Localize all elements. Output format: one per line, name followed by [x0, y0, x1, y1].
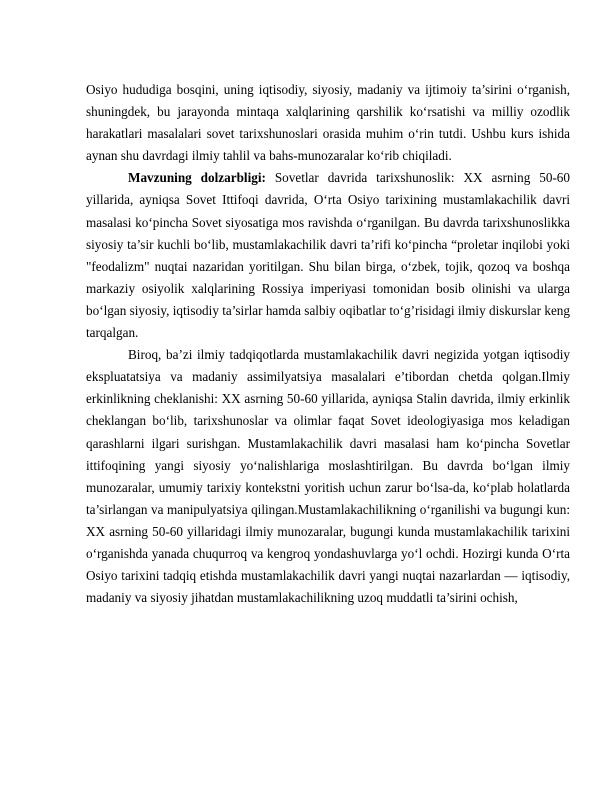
paragraph-2-lead: Mavzuning dolzarbligi: [128, 170, 266, 186]
document-page [86, 79, 570, 609]
paragraph-3: Biroq, ba’zi ilmiy tadqiqotlarda mustamlakachilik davri negizida yotgan iqtisodiy ekspluatatsiya va madaniy assimilyatsiya masalalari e’tibordan chetda qolgan.Ilmiy erkinlikning cheklanishi: XX asrning 50-60 yillarida, ayniqsa Stalin davrida, ilmiy erkinlik cheklangan bo‘lib, tarixshunoslar va olimlar faqat Sovet ideologiyasiga mos keladigan qarashlarni ilgari surishgan. Mustamlakachilik davri masalasi ham ko‘pincha Sovetlar ittifoqining yangi siyosiy yo‘nalishlariga moslashtirilgan. Bu davrda bo‘lgan ilmiy munozaralar, umumiy tarixiy kontekstni yoritish uchun zarur bo‘lsa-da, ko‘plab holatlarda ta’sirlangan va manipulyatsiya qilingan.Mustamlakachilikning o‘rganilishi va bugungi kun: XX asrning 50-60 yillaridagi ilmiy munozaralar, bugungi kunda mustamlakachilik tarixini o‘rganishda yanada chuqurroq va kengroq yondashuvlarga yo‘l ochdi. Hozirgi kunda O‘rta Osiyo tarixini tadqiq etishda mustamlakachilik davri yangi nuqtai nazarlardan — iqtisodiy, madaniy va siyosiy jihatdan mustamlakachilikning uzoq muddatli ta’sirini ochish, [86, 347, 570, 606]
paragraph-1: Osiyo hududiga bosqini, uning iqtisodiy, siyosiy, madaniy va ijtimoiy ta’sirini o‘rganish, shuningdek, bu jarayonda mintaqa xalqlarining qarshilik ko‘rsatishi va milliy ozodlik harakatlari masalalari sovet tarixshunoslari orasida muhim o‘rin tutdi. Ushbu kurs ishida aynan shu davrdagi ilmiy tahlil va bahs-munozaralar ko‘rib chiqiladi. [86, 82, 570, 164]
paragraph-2 [86, 167, 570, 344]
paragraph-2-body: Sovetlar davrida tarixshunoslik: XX asrning 50-60 yillarida, ayniqsa Sovet Ittifoqi davrida, O‘rta Osiyo tarixining mustamlakachilik davri masalasi ko‘pincha Sovet siyosatiga mos ravishda o‘rganilgan. Bu davrda tarixshunoslikka siyosiy ta’sir kuchli bo‘lib, mustamlakachilik davri ta’rifi ko‘pincha “proletar inqilobi yoki "feodalizm" nuqtai nazaridan yoritilgan. Shu bilan birga, o‘zbek, tojik, qozoq va boshqa markaziy osiyolik xalqlarining Rossiya imperiyasi tomonidan bosib olinishi va ularga bo‘lgan siyosiy, iqtisodiy ta’sirlar hamda salbiy oqibatlar to‘g’risidagi ilmiy diskurslar keng tarqalgan. [86, 170, 570, 341]
